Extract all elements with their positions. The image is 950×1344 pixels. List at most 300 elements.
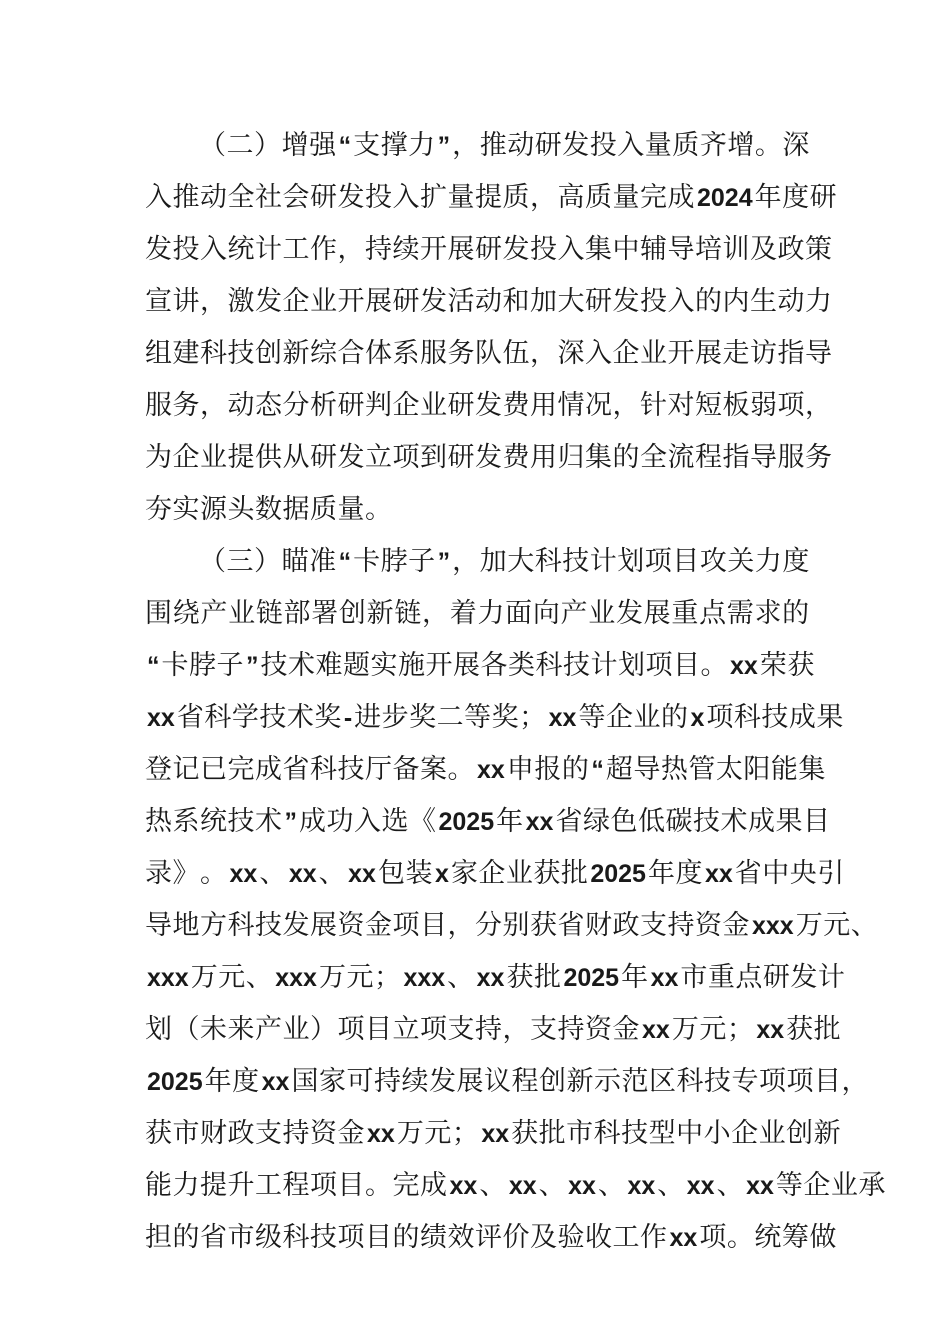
glyph: 科 (534, 546, 563, 577)
text-line (145, 900, 879, 952)
glyph: 务 (447, 338, 475, 369)
glyph: ， (452, 546, 480, 577)
glyph: 研 (310, 182, 338, 213)
glyph: 工 (612, 1222, 640, 1253)
glyph: 登 (145, 754, 173, 785)
glyph: 计 (589, 546, 618, 577)
glyph: 到 (420, 442, 448, 473)
glyph: 市 (566, 1118, 594, 1149)
glyph: 元 (699, 1014, 727, 1045)
glyph: 策 (805, 234, 833, 265)
latin-run: “ (591, 756, 604, 784)
glyph: 评 (475, 1222, 503, 1253)
glyph: 辅 (640, 234, 668, 265)
glyph: 未 (200, 1014, 228, 1045)
glyph: ， (530, 338, 558, 369)
glyph: 增 (281, 130, 310, 161)
glyph: 奖 (409, 702, 437, 733)
glyph: 成 (788, 702, 817, 733)
glyph: ， (530, 182, 558, 213)
glyph: 夯 (145, 494, 173, 525)
glyph: 获 (145, 1118, 173, 1149)
glyph: 金 (722, 910, 750, 941)
glyph: 发 (337, 442, 365, 473)
latin-run: xx (476, 964, 505, 992)
glyph: 元 (346, 962, 374, 993)
glyph: 系 (392, 338, 420, 369)
glyph: 技 (337, 754, 365, 785)
glyph: 的 (561, 754, 590, 785)
glyph: 能 (145, 1170, 173, 1201)
glyph: 、 (850, 910, 879, 941)
glyph: 技 (563, 650, 591, 681)
glyph: 展 (447, 234, 475, 265)
glyph: 量 (447, 182, 475, 213)
glyph: 发 (145, 234, 173, 265)
glyph: 完 (227, 754, 255, 785)
latin-run: xx (449, 1172, 478, 1200)
glyph: 目 (365, 1222, 393, 1253)
glyph: 向 (532, 598, 561, 629)
glyph: 效 (447, 1222, 475, 1253)
glyph: 业 (640, 338, 668, 369)
glyph: 技 (260, 650, 288, 681)
glyph: 力 (408, 130, 436, 161)
glyph: 年 (621, 962, 649, 993)
glyph: 流 (667, 442, 695, 473)
glyph: 需 (726, 598, 755, 629)
glyph: 热 (660, 754, 689, 785)
glyph: 技 (562, 546, 590, 577)
glyph: 项 (310, 1170, 338, 1201)
glyph: 等 (775, 1170, 804, 1201)
glyph: 年 (754, 182, 783, 213)
latin-run: 2025 (147, 1068, 203, 1096)
glyph: 申 (506, 754, 535, 785)
glyph: 围 (145, 598, 173, 629)
glyph: 金 (612, 1014, 640, 1045)
glyph: 范 (621, 1066, 649, 1097)
glyph: 荣 (759, 650, 788, 681)
glyph: 二 (436, 702, 465, 733)
text-line (145, 744, 826, 796)
glyph: 企 (478, 858, 506, 889)
glyph: 服 (145, 390, 173, 421)
glyph: 术 (288, 650, 316, 681)
glyph: 作 (310, 234, 338, 265)
glyph: 项 (758, 1066, 787, 1097)
text-line (145, 276, 833, 328)
glyph: 统 (754, 1222, 782, 1253)
glyph: ） (254, 546, 282, 577)
text-line (145, 588, 810, 640)
glyph: 入 (667, 286, 695, 317)
text-line (145, 120, 810, 172)
latin-run: ” (437, 548, 451, 576)
glyph: 投 (640, 286, 668, 317)
glyph: 强 (309, 130, 337, 161)
glyph: 奖 (491, 702, 520, 733)
glyph: 技 (692, 806, 721, 837)
glyph: 省 (734, 858, 763, 889)
glyph: 绕 (172, 598, 201, 629)
latin-run: xx (508, 1172, 537, 1200)
glyph: 指 (722, 442, 750, 473)
glyph: 度 (675, 858, 703, 889)
glyph: 展 (310, 910, 338, 941)
glyph: 示 (593, 1066, 622, 1097)
latin-run: xx (348, 860, 376, 888)
glyph: 术 (720, 806, 748, 837)
glyph: 准 (309, 546, 337, 577)
glyph: 新 (566, 1066, 594, 1097)
glyph: 全 (640, 442, 668, 473)
latin-run: - (343, 704, 353, 732)
glyph: 技 (259, 702, 287, 733)
glyph: 项 (777, 390, 805, 421)
glyph: 财 (585, 910, 613, 941)
glyph: 投 (530, 234, 558, 265)
glyph: 成 (255, 754, 283, 785)
glyph: 获 (530, 910, 558, 941)
glyph: 提 (200, 1170, 228, 1201)
glyph: 撑 (380, 130, 409, 161)
glyph: 绩 (420, 1222, 448, 1253)
glyph: 发 (255, 286, 283, 317)
glyph: 术 (255, 806, 283, 837)
glyph: 服 (420, 338, 448, 369)
glyph: 判 (365, 390, 393, 421)
glyph: 的 (660, 702, 689, 733)
latin-run: ” (246, 652, 259, 680)
glyph: 开 (337, 286, 365, 317)
glyph: 活 (447, 286, 475, 317)
glyph: 项 (392, 442, 420, 473)
glyph: 年 (204, 1066, 233, 1097)
glyph: 研 (447, 390, 475, 421)
glyph: 度 (232, 1066, 260, 1097)
glyph: 创 (338, 598, 367, 629)
glyph: 计 (590, 650, 618, 681)
glyph: 点 (735, 962, 763, 993)
glyph: 投 (172, 234, 200, 265)
glyph: 发 (282, 910, 310, 941)
text-line (145, 952, 846, 1004)
paragraph-2 (145, 120, 838, 536)
glyph: 引 (817, 858, 845, 889)
glyph: 获 (511, 1118, 539, 1149)
glyph: 碳 (665, 806, 693, 837)
latin-run: x (690, 704, 705, 732)
glyph: 高 (557, 182, 585, 213)
glyph: 方 (200, 910, 228, 941)
glyph: 支 (530, 1014, 558, 1045)
glyph: 入 (392, 182, 420, 213)
glyph: 卡 (353, 546, 381, 577)
glyph: 成 (667, 182, 695, 213)
glyph: 学 (231, 702, 260, 733)
glyph: 态 (255, 390, 283, 421)
glyph: 科 (200, 338, 228, 369)
text-line (145, 536, 810, 588)
glyph: （ (199, 546, 227, 577)
glyph: 展 (453, 650, 481, 681)
glyph: 综 (310, 338, 338, 369)
glyph: 展 (456, 1066, 484, 1097)
glyph: 的 (612, 442, 640, 473)
glyph: 度 (782, 546, 810, 577)
glyph: 子 (408, 546, 436, 577)
glyph: 的 (172, 1222, 200, 1253)
text-line (145, 224, 833, 276)
glyph: 业 (830, 1170, 859, 1201)
glyph: 齐 (699, 130, 728, 161)
glyph: 目 (673, 650, 701, 681)
glyph: 集 (798, 754, 826, 785)
glyph: 业 (228, 598, 256, 629)
glyph: 等 (464, 702, 492, 733)
glyph: 目 (365, 1014, 393, 1045)
glyph: 持 (373, 1066, 402, 1097)
glyph: 管 (688, 754, 716, 785)
glyph: 研 (585, 286, 613, 317)
glyph: 培 (695, 234, 723, 265)
glyph: 低 (637, 806, 666, 837)
glyph: 元 (823, 910, 851, 941)
glyph: 金 (365, 910, 393, 941)
glyph: 展 (643, 598, 672, 629)
glyph: 宣 (145, 286, 173, 317)
glyph: 议 (483, 1066, 512, 1097)
glyph: 况 (585, 390, 613, 421)
glyph: 程 (511, 1066, 539, 1097)
glyph: 年 (647, 858, 676, 889)
glyph: 导 (145, 910, 173, 941)
text-line (145, 432, 833, 484)
glyph: 子 (216, 650, 244, 681)
glyph: 省 (557, 910, 585, 941)
glyph: 和 (502, 286, 530, 317)
glyph: 万 (318, 962, 347, 993)
glyph: 获 (787, 650, 815, 681)
glyph: 立 (392, 1014, 420, 1045)
glyph: 新 (813, 1118, 842, 1149)
text-line (145, 848, 845, 900)
glyph: 短 (695, 390, 723, 421)
glyph: 及 (750, 234, 778, 265)
glyph: 板 (722, 390, 750, 421)
glyph: 集 (585, 234, 613, 265)
glyph: ； (373, 962, 402, 993)
glyph: 统 (227, 234, 255, 265)
glyph: 讲 (172, 286, 200, 317)
glyph: 力 (172, 1170, 200, 1201)
glyph: 超 (605, 754, 634, 785)
glyph: 工 (255, 1170, 283, 1201)
glyph: 、 (597, 1170, 626, 1201)
glyph: 计 (255, 234, 283, 265)
glyph: 果 (816, 702, 844, 733)
glyph: 、 (447, 962, 475, 993)
glyph: 升 (227, 1170, 255, 1201)
glyph: 据 (282, 494, 310, 525)
glyph: 技 (621, 1118, 649, 1149)
glyph: ， (612, 390, 640, 421)
glyph: 项 (645, 650, 673, 681)
glyph: 省 (282, 754, 310, 785)
glyph: 关 (727, 546, 755, 577)
glyph: 导 (633, 754, 661, 785)
glyph: 元 (218, 962, 246, 993)
glyph: ， (337, 234, 365, 265)
glyph: 阳 (743, 754, 771, 785)
glyph: 研 (310, 442, 338, 473)
latin-run: ” (437, 132, 451, 160)
glyph: 。 (447, 754, 475, 785)
glyph: 导 (750, 442, 778, 473)
glyph: 续 (392, 234, 420, 265)
glyph: 验 (557, 1222, 585, 1253)
glyph: 质 (585, 182, 613, 213)
glyph: 生 (750, 286, 778, 317)
glyph: 求 (754, 598, 782, 629)
glyph: 组 (145, 338, 173, 369)
text-line (145, 796, 831, 848)
glyph: 批 (538, 1118, 567, 1149)
latin-run: xx (568, 1172, 596, 1200)
glyph: 大 (507, 546, 535, 577)
glyph: 获 (533, 858, 561, 889)
text-line (145, 1056, 869, 1108)
glyph: 开 (425, 650, 453, 681)
glyph: 报 (534, 754, 562, 785)
glyph: 可 (346, 1066, 374, 1097)
glyph: 弱 (750, 390, 778, 421)
latin-run: “ (338, 132, 352, 160)
text-line (145, 380, 833, 432)
latin-run: “ (147, 652, 160, 680)
latin-run: ” (284, 808, 297, 836)
glyph: 头 (227, 494, 255, 525)
glyph: 发 (790, 962, 818, 993)
glyph: 》 (172, 858, 200, 889)
glyph: 伍 (502, 338, 530, 369)
glyph: 攻 (699, 546, 728, 577)
glyph: 划 (618, 650, 646, 681)
glyph: 面 (505, 598, 533, 629)
glyph: 增 (727, 130, 755, 161)
glyph: 目 (337, 1170, 365, 1201)
glyph: 年 (496, 806, 524, 837)
glyph: 、 (657, 1170, 685, 1201)
glyph: 导 (805, 338, 833, 369)
glyph: 家 (450, 858, 479, 889)
glyph: 科 (593, 1118, 622, 1149)
glyph: ） (254, 130, 282, 161)
glyph: 成 (299, 806, 327, 837)
glyph: 产 (255, 1014, 283, 1045)
glyph: 目 (802, 806, 831, 837)
glyph: 资 (337, 910, 365, 941)
glyph: 收 (585, 1222, 613, 1253)
glyph: 链 (394, 598, 422, 629)
latin-run: xxx (147, 964, 189, 992)
glyph: 厅 (365, 754, 393, 785)
glyph: 着 (449, 598, 478, 629)
glyph: 发 (428, 1066, 457, 1097)
glyph: 动 (200, 182, 228, 213)
glyph: 会 (282, 182, 310, 213)
glyph: 小 (703, 1118, 732, 1149)
glyph: 入 (617, 130, 645, 161)
glyph: 政 (227, 1118, 255, 1149)
glyph: 持 (365, 234, 393, 265)
glyph: 的 (695, 286, 723, 317)
glyph: 入 (354, 806, 382, 837)
glyph: 研 (809, 182, 838, 213)
glyph: 企 (282, 286, 310, 317)
glyph: 产 (560, 598, 589, 629)
glyph: 访 (750, 338, 778, 369)
glyph: 金 (337, 1118, 365, 1149)
glyph: 新 (366, 598, 395, 629)
glyph: 项 (699, 1222, 727, 1253)
glyph: 市 (680, 962, 708, 993)
glyph: 务 (172, 390, 200, 421)
text-line (145, 1160, 886, 1212)
glyph: 发 (337, 182, 365, 213)
glyph: 创 (786, 1118, 814, 1149)
glyph: 分 (475, 910, 503, 941)
glyph: 财 (200, 1118, 228, 1149)
glyph: 企 (803, 1170, 831, 1201)
glyph: ； (519, 702, 547, 733)
glyph: 记 (172, 754, 200, 785)
glyph: 内 (722, 286, 750, 317)
glyph: 企 (731, 1118, 759, 1149)
glyph: 程 (282, 1170, 310, 1201)
glyph: 色 (610, 806, 638, 837)
glyph: 企 (605, 702, 634, 733)
glyph: ， (452, 130, 480, 161)
latin-run: xx (261, 1068, 290, 1096)
glyph: 。 (726, 1222, 755, 1253)
glyph: 研 (337, 390, 365, 421)
glyph: 级 (255, 1222, 283, 1253)
glyph: 入 (200, 234, 228, 265)
glyph: 走 (722, 338, 750, 369)
glyph: ， (841, 1066, 869, 1097)
glyph: 别 (502, 910, 530, 941)
glyph: 题 (343, 650, 371, 681)
glyph: 展 (365, 286, 393, 317)
glyph: 链 (255, 598, 284, 629)
glyph: 产 (200, 598, 228, 629)
glyph: 为 (145, 442, 173, 473)
glyph: ， (200, 286, 228, 317)
glyph: 激 (227, 286, 255, 317)
text-line (145, 1108, 842, 1160)
glyph: 国 (291, 1066, 319, 1097)
glyph: ） (310, 1014, 338, 1045)
glyph: 业 (633, 702, 661, 733)
glyph: 市 (172, 1118, 200, 1149)
glyph: 术 (286, 702, 315, 733)
glyph: 发 (615, 598, 644, 629)
glyph: 量 (644, 130, 673, 161)
glyph: 技 (227, 806, 255, 837)
glyph: 建 (172, 338, 200, 369)
